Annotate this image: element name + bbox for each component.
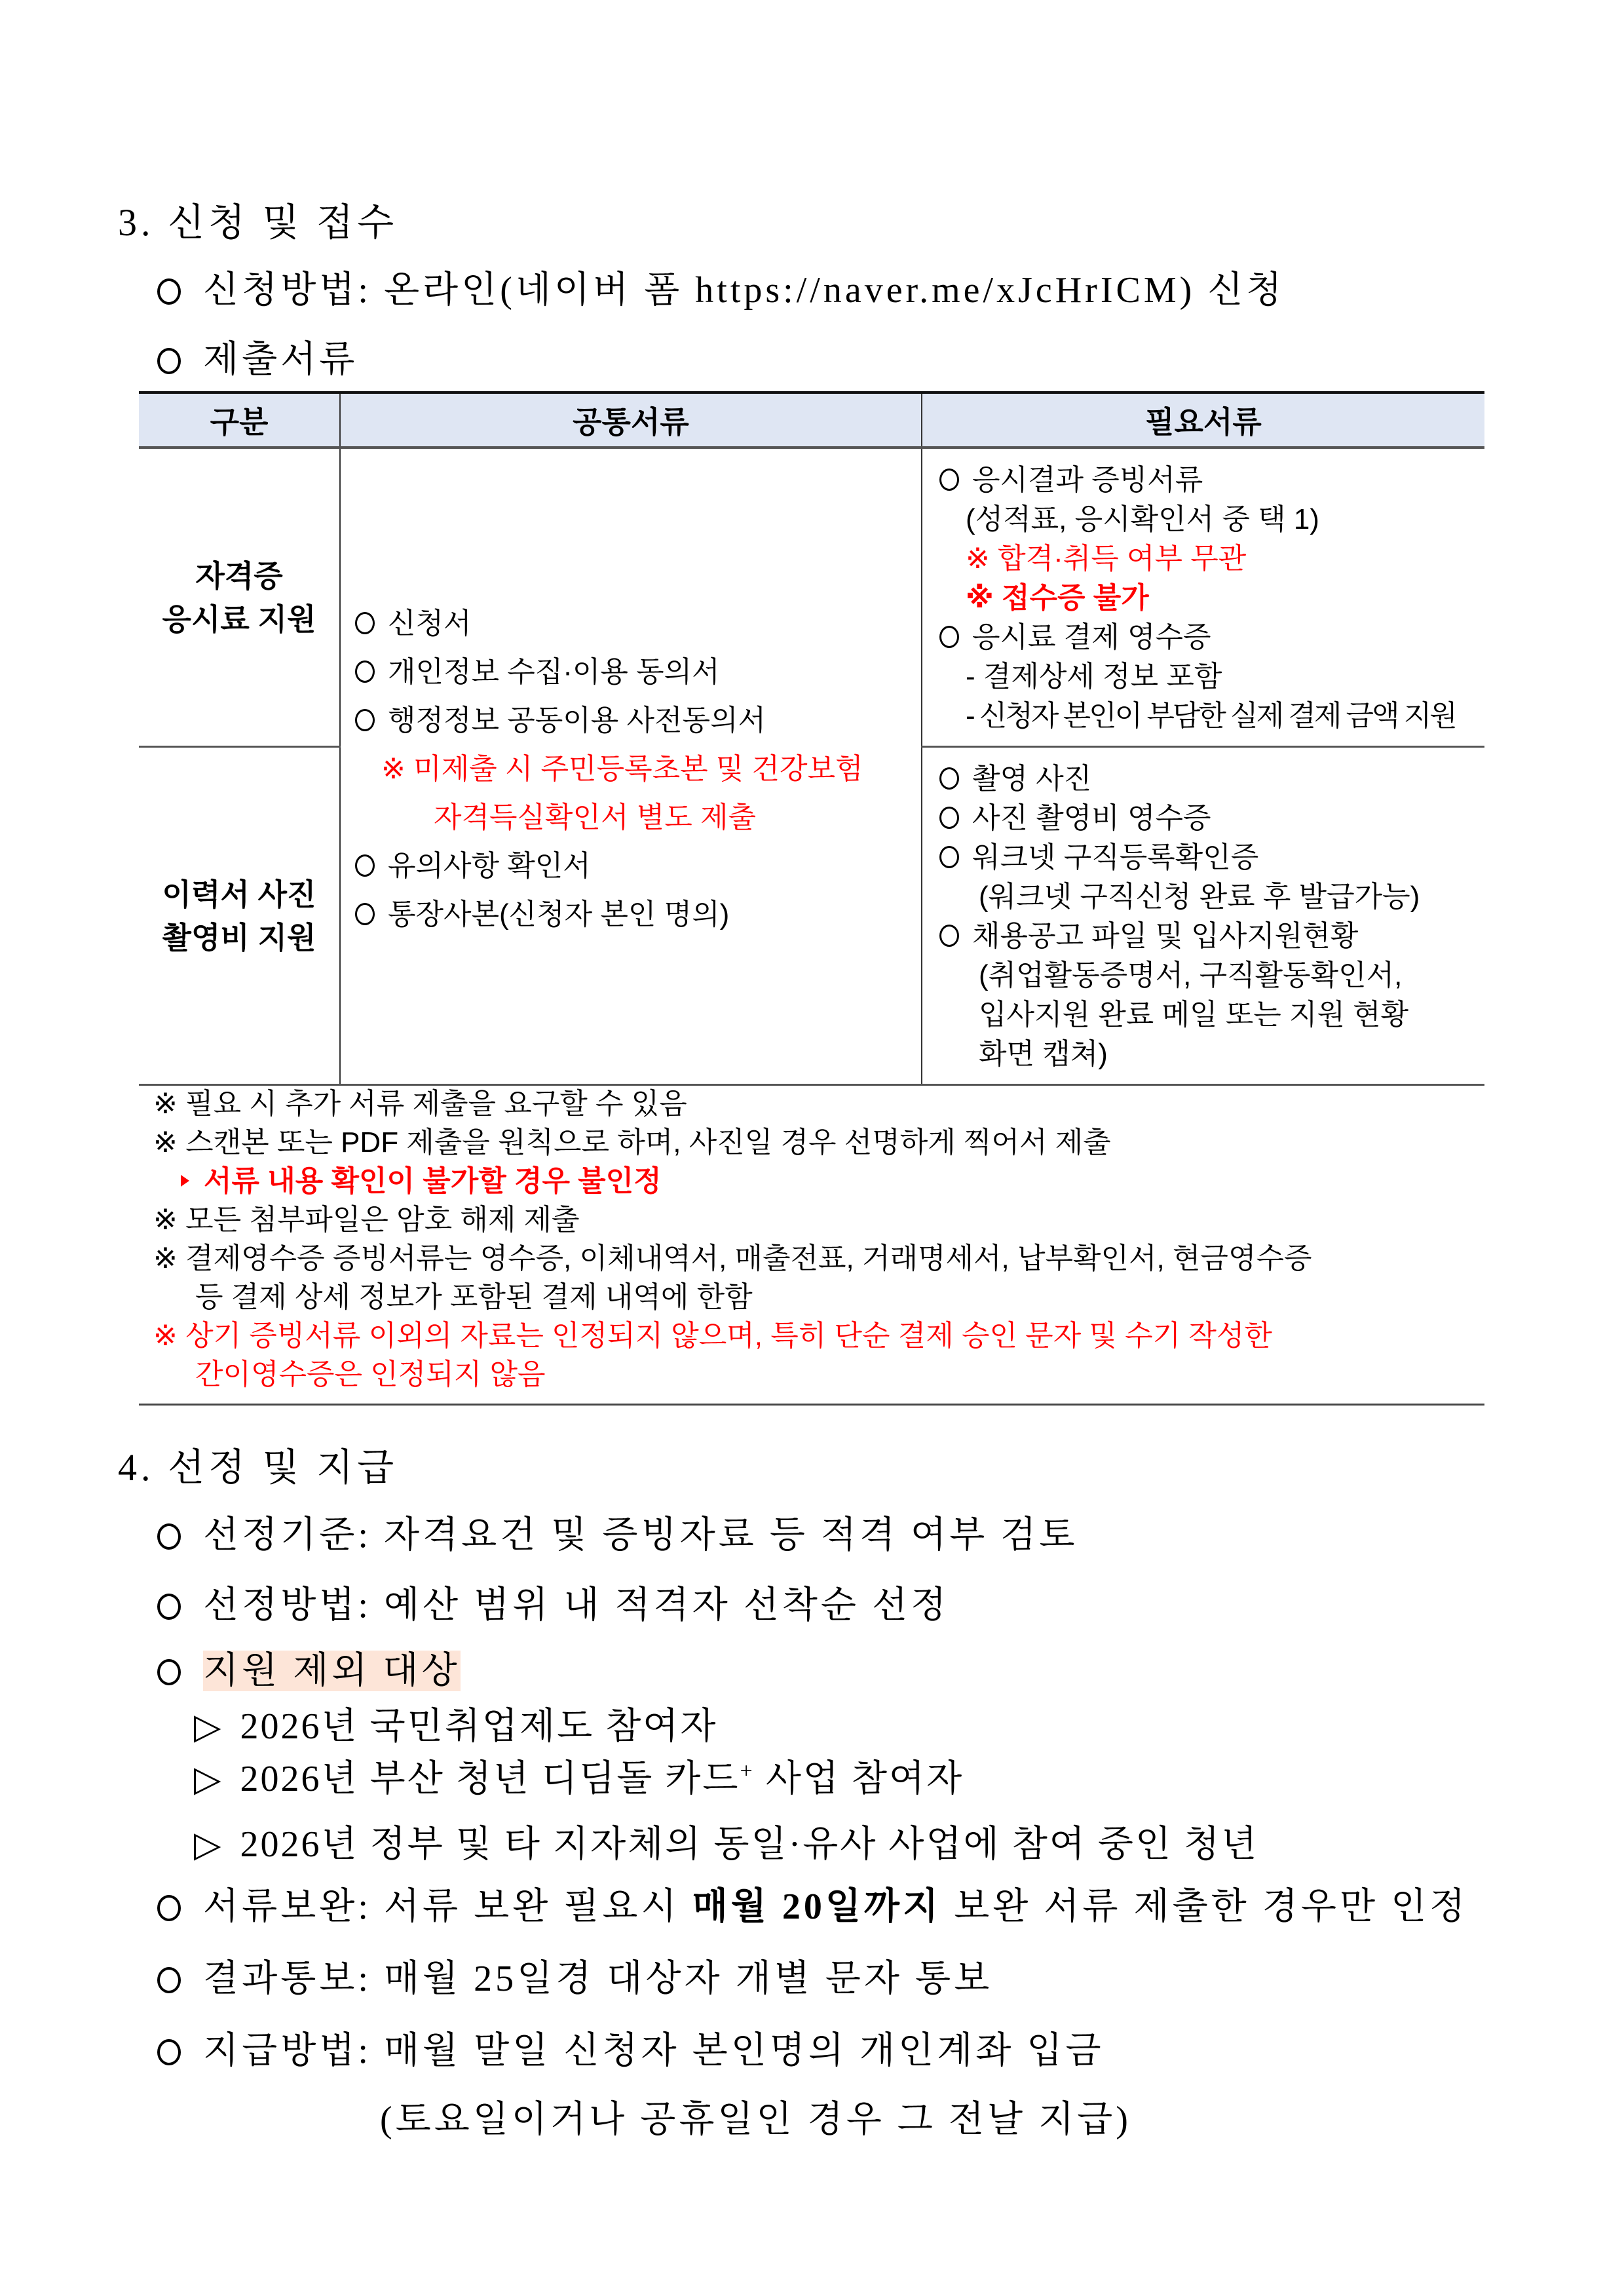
superscript-plus: + — [740, 1759, 755, 1784]
circle-bullet-icon — [939, 925, 959, 947]
circle-bullet-icon — [157, 348, 181, 374]
required-doc-warning: ※ 합격·취득 여부 무관 — [966, 543, 1247, 575]
header-common-docs: 공통서류 — [340, 392, 922, 448]
exclusion-title-highlight: 지원 제외 대상 — [203, 1651, 461, 1691]
payment-note: (토요일이거나 공휴일인 경우 그 전날 지급) — [380, 2099, 1131, 2140]
required-doc-item: 채용공고 파일 및 입사지원현황 — [939, 917, 1484, 956]
exclusion-sub-item: ▷ 2026년 정부 및 타 지자체의 동일·유사 사업에 참여 중인 청년 — [194, 1824, 1259, 1865]
note-item-continuation: 등 결제 상세 정보가 포함된 결제 내역에 한함 — [195, 1281, 753, 1313]
common-doc-item: 신청서 — [355, 600, 921, 648]
required-docs-cell-photo — [922, 747, 1484, 1085]
note-item: ※ 필요 시 추가 서류 제출을 요구할 수 있음 — [153, 1088, 687, 1120]
required-doc-note: (취업활동증명서, 구직활동확인서, — [979, 959, 1403, 991]
circle-bullet-icon — [157, 2039, 181, 2065]
circle-bullet-icon — [157, 1895, 181, 1921]
circle-bullet-icon — [355, 854, 375, 877]
required-docs-item — [157, 330, 358, 383]
hollow-triangle-bullet-icon: ▷ — [194, 1825, 223, 1864]
red-triangle-bullet-icon — [181, 1175, 189, 1187]
circle-bullet-icon — [939, 767, 959, 790]
hollow-triangle-bullet-icon: ▷ — [194, 1759, 223, 1799]
common-doc-item: 개인정보 수집·이용 동의서 — [355, 648, 921, 697]
circle-bullet-icon — [355, 660, 375, 683]
common-doc-item: 통장사본(신청자 본인 명의) — [355, 890, 921, 939]
required-docs-cell-certificate — [922, 448, 1484, 747]
category-line: 촬영비 지원 — [162, 920, 316, 955]
section-4-heading: 4. 선정 및 지급 — [118, 1446, 398, 1489]
supplement-item: 서류보완: 서류 보완 필요시 매월 20일까지 보완 서류 제출한 경우만 인정 — [157, 1877, 1468, 1930]
header-category: 구분 — [139, 392, 340, 448]
category-cell-photo — [139, 747, 340, 1085]
selection-criteria-text: 선정기준: 자격요건 및 증빙자료 등 적격 여부 검토 — [203, 1515, 1078, 1556]
required-doc-dash: - 신청자 본인이 부담한 실제 결제 금액 지원 — [966, 700, 1456, 732]
required-doc-item: 사진 촬영비 영수증 — [939, 799, 1484, 838]
exclusion-sub-item: ▷ 2026년 부산 청년 디딤돌 카드+ 사업 참여자 — [194, 1759, 964, 1799]
reference-mark-icon: ※ — [153, 1088, 178, 1120]
common-doc-warning: ※ 미제출 시 주민등록초본 및 건강보험 — [381, 753, 863, 785]
required-doc-note: (성적표, 응시확인서 중 택 1) — [966, 503, 1319, 535]
payment-method-text: 지급방법: 매월 말일 신청자 본인명의 개인계좌 입금 — [203, 2031, 1105, 2071]
common-doc-item: 행정정보 공동이용 사전동의서 — [355, 697, 921, 745]
hollow-triangle-bullet-icon: ▷ — [194, 1707, 223, 1746]
result-notice-text: 결과통보: 매월 25일경 대상자 개별 문자 통보 — [203, 1959, 993, 1999]
supplement-deadline: 매월 20일까지 — [692, 1886, 942, 1927]
reference-mark-icon: ※ — [153, 1204, 178, 1236]
reference-mark-icon: ※ — [153, 1242, 178, 1274]
note-item-warning: 서류 내용 확인이 불가할 경우 불인정 — [153, 1162, 1484, 1200]
required-doc-warning-bold: ※ 접수증 불가 — [966, 582, 1149, 614]
required-doc-note: (워크넷 구직신청 완료 후 발급가능) — [979, 881, 1420, 913]
selection-method-text: 선정방법: 예산 범위 내 적격자 선착순 선정 — [203, 1585, 950, 1626]
required-doc-item: 촬영 사진 — [939, 759, 1484, 799]
common-docs-cell — [340, 448, 922, 1085]
exclusion-sub-item: ▷ 2026년 국민취업제도 참여자 — [194, 1706, 718, 1747]
common-doc-warning-cont: 자격득실확인서 별도 제출 — [434, 801, 756, 833]
circle-bullet-icon — [157, 1967, 181, 1993]
note-item-warning: ※ 상기 증빙서류 이외의 자료는 인정되지 않으며, 특히 단순 결제 승인 문자 및 수기 작성한 — [153, 1320, 1272, 1352]
submission-notes — [153, 1084, 1484, 1394]
note-item: ※ 모든 첨부파일은 암호 해제 제출 — [153, 1204, 580, 1236]
reference-mark-icon: ※ — [153, 1126, 178, 1158]
circle-bullet-icon — [157, 1523, 181, 1550]
required-doc-note: 화면 캡쳐) — [979, 1038, 1108, 1070]
category-cell-certificate — [139, 448, 340, 747]
circle-bullet-icon — [939, 807, 959, 829]
circle-bullet-icon — [355, 709, 375, 731]
circle-bullet-icon — [157, 1659, 181, 1685]
required-docs-text: 제출서류 — [203, 339, 358, 380]
section-3-heading: 3. 신청 및 접수 — [118, 201, 398, 244]
circle-bullet-icon — [939, 846, 959, 868]
application-method-item — [157, 261, 1285, 313]
circle-bullet-icon — [939, 469, 959, 491]
exclusion-item — [157, 1641, 461, 1694]
category-line: 자격증 — [195, 558, 283, 593]
required-doc-item: 응시료 결제 영수증 — [939, 618, 1484, 657]
note-item: ※ 스캔본 또는 PDF 제출을 원칙으로 하며, 사진일 경우 선명하게 찍어서 제출 — [153, 1126, 1111, 1158]
notes-divider — [139, 1404, 1484, 1406]
common-doc-item: 유의사항 확인서 — [355, 842, 921, 890]
circle-bullet-icon — [157, 1594, 181, 1620]
category-line: 이력서 사진 — [162, 877, 316, 911]
selection-criteria-item — [157, 1506, 1078, 1558]
circle-bullet-icon — [939, 626, 959, 648]
selection-method-item — [157, 1576, 949, 1628]
required-doc-note: 입사지원 완료 메일 또는 지원 현황 — [979, 999, 1409, 1031]
circle-bullet-icon — [355, 612, 375, 634]
header-required-docs: 필요서류 — [922, 392, 1484, 448]
category-line: 응시료 지원 — [162, 602, 316, 636]
documents-table — [139, 391, 1484, 1086]
required-doc-item: 응시결과 증빙서류 — [939, 461, 1484, 500]
required-doc-item: 워크넷 구직등록확인증 — [939, 838, 1484, 877]
required-doc-dash: - 결제상세 정보 포함 — [966, 660, 1222, 693]
note-item: ※ 결제영수증 증빙서류는 영수증, 이체내역서, 매출전표, 거래명세서, 납부확인서, 현금영수증 — [153, 1242, 1312, 1274]
reference-mark-icon: ※ — [153, 1320, 178, 1352]
application-method-text: 신청방법: 온라인(네이버 폼 https://naver.me/xJcHrICM) 신청 — [203, 270, 1285, 311]
result-notice-item — [157, 1949, 992, 2002]
circle-bullet-icon — [355, 903, 375, 925]
payment-method-item — [157, 2021, 1105, 2074]
note-item-continuation: 간이영수증은 인정되지 않음 — [195, 1358, 546, 1390]
circle-bullet-icon — [157, 278, 181, 305]
